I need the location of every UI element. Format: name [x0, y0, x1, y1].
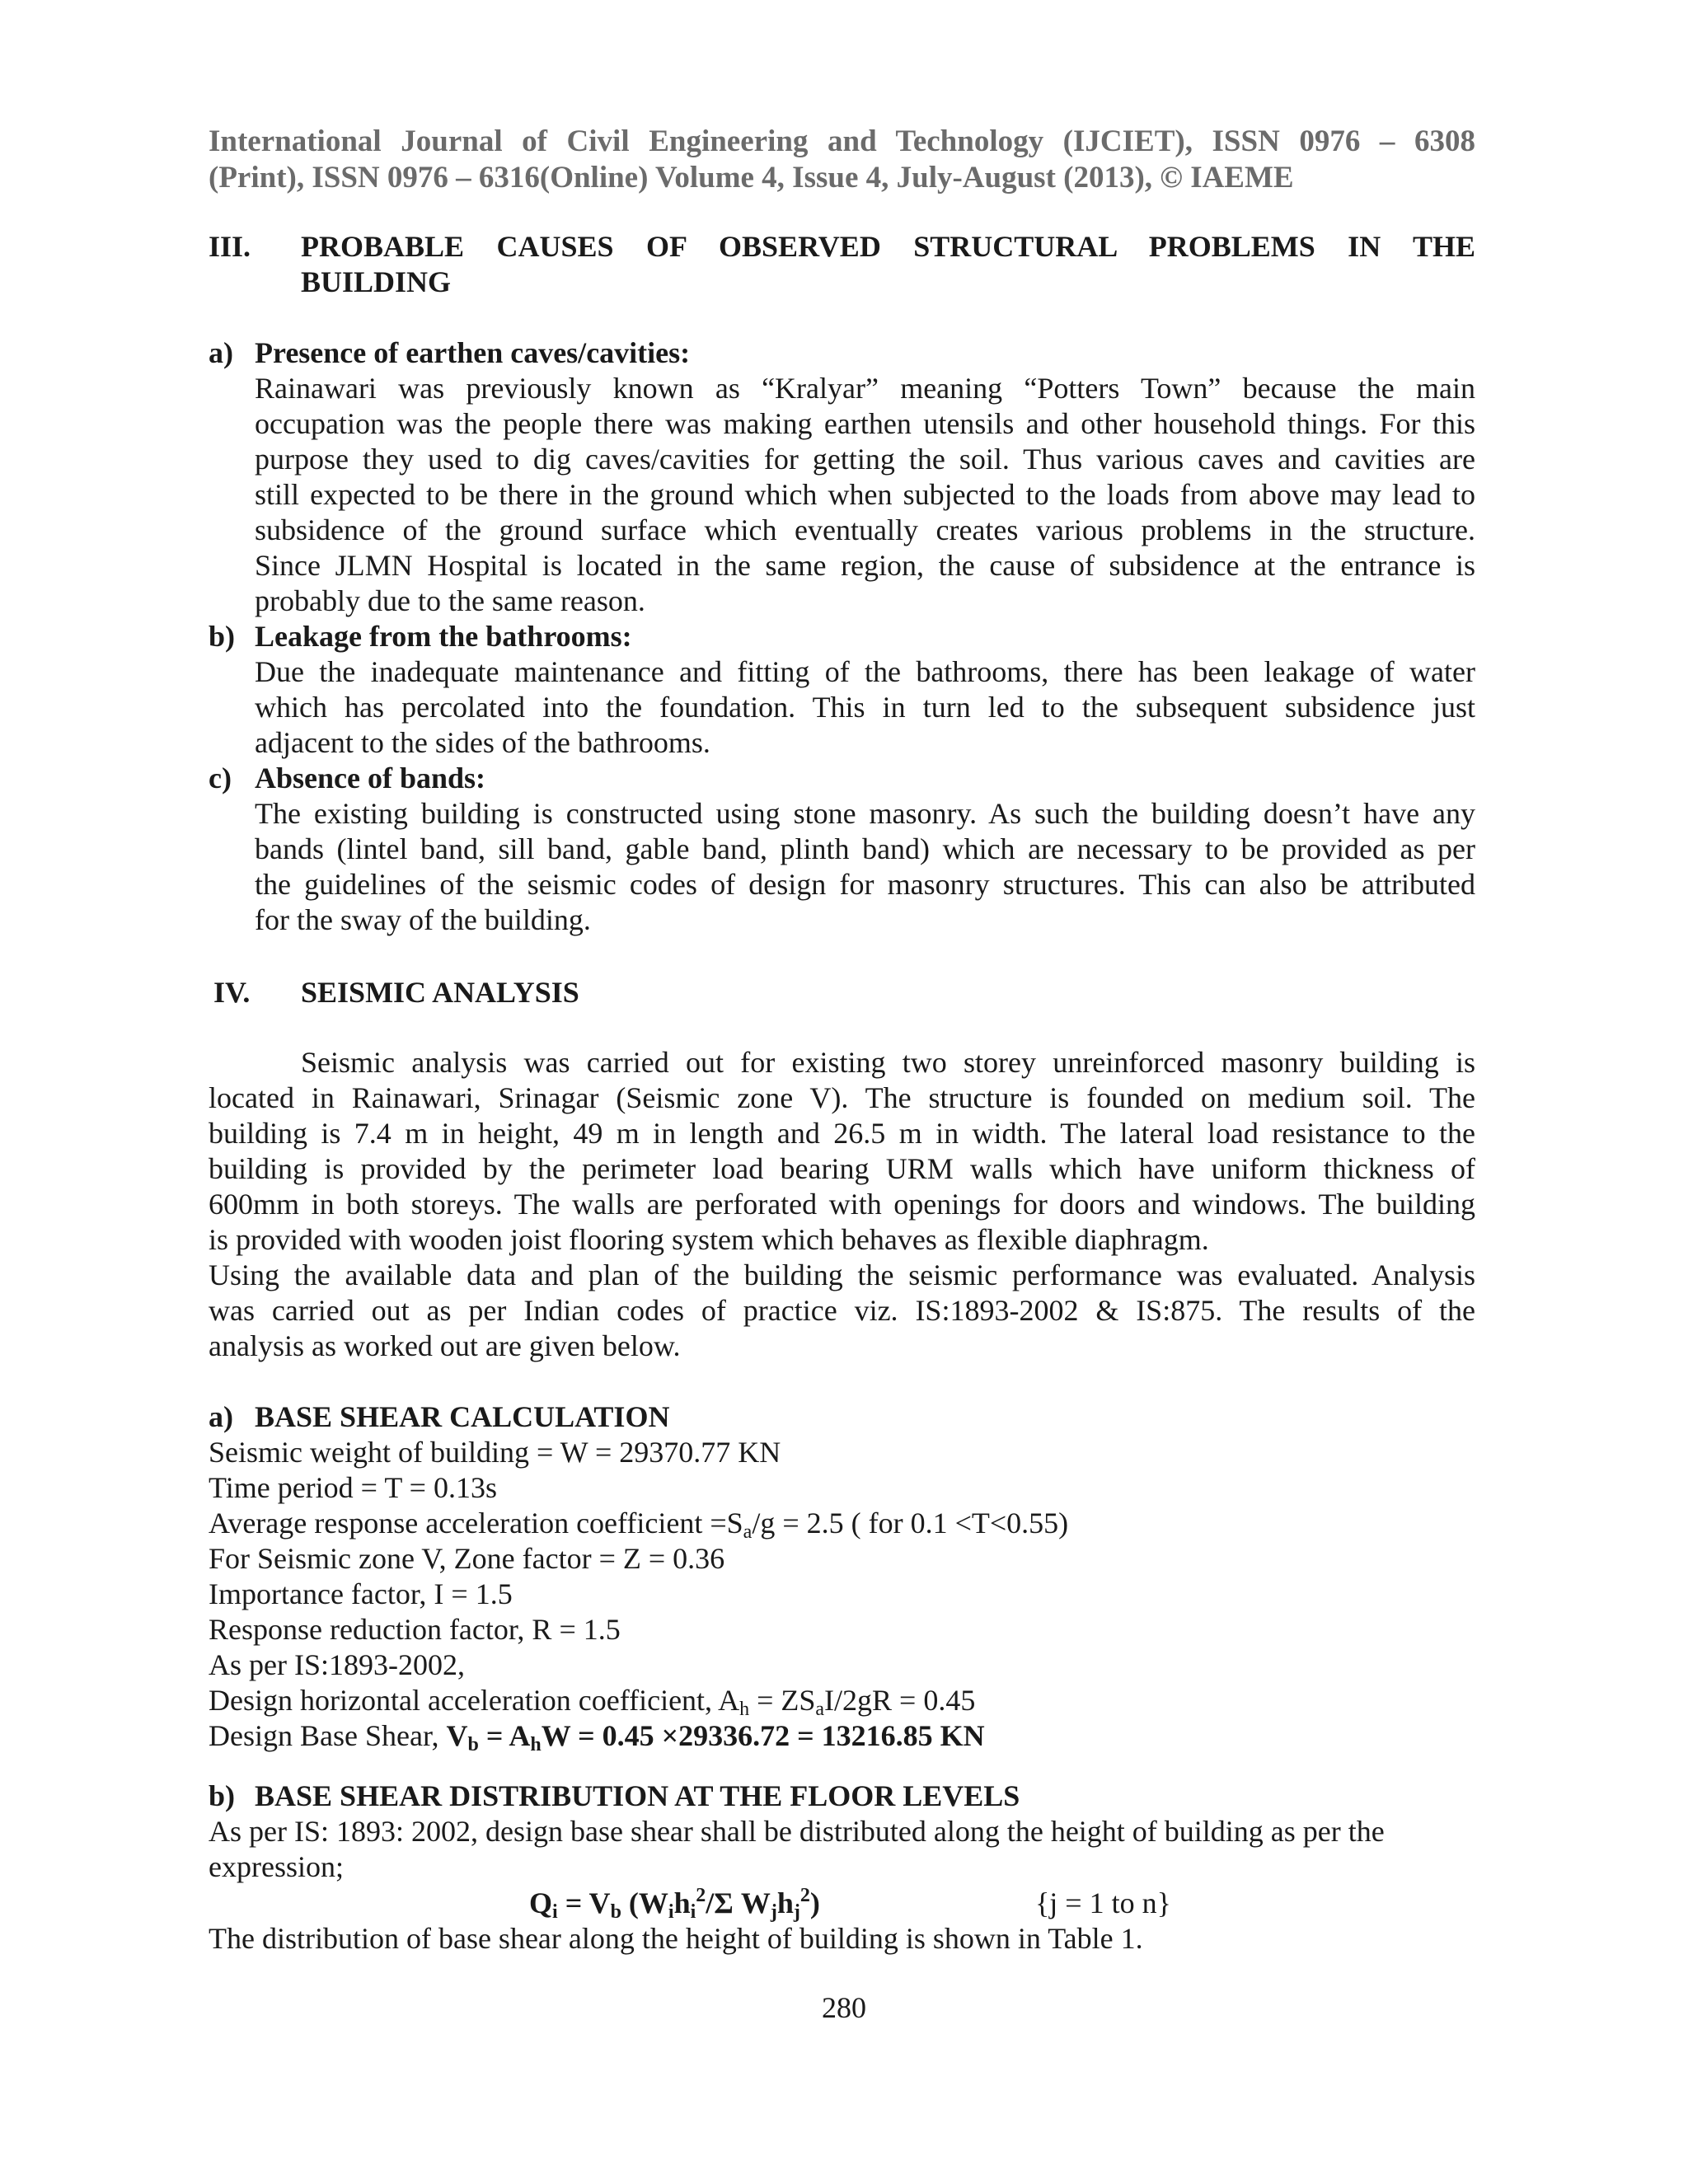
header-line-1: International Journal of Civil Engineering and Technology (IJCIET), ISSN 0976 – 6308: [209, 124, 1475, 158]
text: Design Base Shear,: [209, 1719, 447, 1752]
para-line: Seismic analysis was carried out for existing two storey unreinforced masonry building is: [301, 1046, 1475, 1079]
calc-line-period: Time period = T = 0.13s: [209, 1471, 497, 1504]
distribution-formula: [529, 1886, 820, 1921]
body-line: still expected to be there in the ground which when subjected to the loads from above may lead to: [255, 478, 1475, 511]
para-line: building is provided by the perimeter load bearing URM walls which have uniform thickness of: [209, 1152, 1475, 1185]
text: = A: [478, 1719, 531, 1752]
item-heading: Absence of bands:: [255, 762, 486, 794]
text: Average response acceleration coefficient =S: [209, 1507, 743, 1540]
para-line: analysis as worked out are given below.: [209, 1329, 681, 1362]
body-line: which has percolated into the foundation. This in turn led to the subsequent subsidence just: [255, 691, 1475, 724]
calc-line-acceleration: [209, 1506, 1475, 1541]
subscript: i: [668, 1901, 674, 1923]
running-header: [209, 124, 1475, 196]
body-line: bands (lintel band, sill band, gable band, plinth band) which are necessary to be provided as per: [255, 832, 1475, 865]
text: Q: [529, 1886, 553, 1919]
text: h: [673, 1886, 691, 1919]
para-line: is provided with wooden joist flooring system which behaves as flexible diaphragm.: [209, 1223, 1209, 1256]
subscript: j: [770, 1901, 777, 1923]
body-line: Rainawari was previously known as “Kralyar” meaning “Potters Town” because the main: [255, 372, 1475, 405]
section-4-heading: [209, 975, 1475, 1010]
item-marker: a): [209, 336, 233, 369]
page-number: 280: [822, 1991, 866, 2024]
calc-line-code: As per IS:1893-2002,: [209, 1648, 465, 1681]
item-heading: Presence of earthen caves/cavities:: [255, 336, 691, 369]
subscript: b: [467, 1734, 479, 1755]
item-body: [255, 796, 1475, 938]
calc-line-base-shear: [209, 1718, 1475, 1754]
para-line: 600mm in both storeys. The walls are perforated with openings for doors and windows. The building: [209, 1188, 1475, 1221]
base-shear-distribution: [209, 1779, 1475, 1885]
subscript: a: [743, 1521, 753, 1543]
body-line: probably due to the same reason.: [255, 584, 645, 617]
subscript: b: [610, 1901, 621, 1923]
text: = ZS: [749, 1684, 816, 1717]
subsection-marker: a): [209, 1400, 233, 1433]
section-number: III.: [209, 230, 251, 263]
text: /Σ W: [706, 1886, 771, 1919]
text: h: [776, 1886, 794, 1919]
text: /g = 2.5 ( for 0.1 <T<0.55): [752, 1507, 1069, 1540]
body-line: adjacent to the sides of the bathrooms.: [255, 726, 710, 759]
section-3-heading: [209, 229, 1475, 300]
base-shear-calculation: [209, 1399, 1475, 1754]
cause-item-c: [209, 761, 1475, 938]
body-line: Since JLMN Hospital is located in the same region, the cause of subsidence at the entrance is: [255, 549, 1475, 582]
section-title-line-1: PROBABLE CAUSES OF OBSERVED STRUCTURAL PROBLEMS IN THE: [301, 230, 1475, 263]
body-line: purpose they used to dig caves/cavities for getting the soil. Thus various caves and cavities are: [255, 443, 1475, 476]
subscript: i: [552, 1901, 558, 1923]
calc-line-reduction: Response reduction factor, R = 1.5: [209, 1613, 621, 1646]
superscript: 2: [696, 1885, 706, 1906]
subscript: i: [690, 1901, 696, 1923]
item-marker: c): [209, 762, 232, 794]
section-title-line-2: BUILDING: [301, 265, 452, 298]
calc-line-importance: Importance factor, I = 1.5: [209, 1577, 513, 1610]
item-marker: b): [209, 620, 236, 653]
text: Design horizontal acceleration coefficient, A: [209, 1684, 740, 1717]
text: I/2gR = 0.45: [824, 1684, 976, 1717]
cause-item-a: [209, 335, 1475, 619]
subscript: h: [530, 1734, 542, 1755]
para-line: was carried out as per Indian codes of practice viz. IS:1893-2002 & IS:875. The results of the: [209, 1294, 1475, 1327]
header-line-2: (Print), ISSN 0976 – 6316(Online) Volume 4, Issue 4, July-August (2013), © IAEME: [209, 161, 1294, 194]
section-number: IV.: [213, 976, 251, 1009]
body-line: occupation was the people there was making earthen utensils and other household things. For this: [255, 407, 1475, 440]
calc-line-ah: [209, 1683, 1475, 1718]
calc-line-weight: Seismic weight of building = W = 29370.77 KN: [209, 1436, 781, 1469]
body-line: for the sway of the building.: [255, 903, 591, 936]
section-title: SEISMIC ANALYSIS: [301, 976, 579, 1009]
subsection-title: BASE SHEAR CALCULATION: [255, 1400, 670, 1433]
formula-range: {j = 1 to n}: [1035, 1886, 1171, 1919]
subscript: h: [739, 1699, 750, 1720]
para-line: located in Rainawari, Srinagar (Seismic zone V). The structure is founded on medium soil. The: [209, 1081, 1475, 1114]
item-heading: Leakage from the bathrooms:: [255, 620, 632, 653]
subsection-title: BASE SHEAR DISTRIBUTION AT THE FLOOR LEVELS: [255, 1779, 1020, 1812]
body-line: the guidelines of the seismic codes of design for masonry structures. This can also be attributed: [255, 868, 1475, 901]
cause-item-b: [209, 619, 1475, 761]
para-line: Using the available data and plan of the building the seismic performance was evaluated. Analysis: [209, 1258, 1475, 1291]
distribution-line-1: As per IS: 1893: 2002, design base shear shall be distributed along the height of building as per the: [209, 1815, 1385, 1848]
text: = V: [557, 1886, 611, 1919]
para-line: building is 7.4 m in height, 49 m in length and 26.5 m in width. The lateral load resistance to the: [209, 1117, 1475, 1150]
calc-line-zone: For Seismic zone V, Zone factor = Z = 0.36: [209, 1542, 725, 1575]
seismic-analysis-paragraph-1: [209, 1045, 1475, 1364]
subsection-marker: b): [209, 1779, 236, 1812]
superscript: 2: [799, 1885, 810, 1906]
text: ): [809, 1886, 820, 1919]
item-body: [255, 371, 1475, 619]
text: (W: [621, 1886, 668, 1919]
body-line: subsidence of the ground surface which eventually creates various problems in the structure.: [255, 513, 1475, 546]
text: W = 0.45 ×29336.72 = 13216.85 KN: [541, 1719, 985, 1752]
body-line: The existing building is constructed using stone masonry. As such the building doesn’t have any: [255, 797, 1475, 830]
subsection-heading: [209, 1779, 1475, 1814]
subsection-heading: [209, 1399, 1475, 1435]
subscript: a: [815, 1699, 825, 1720]
distribution-closing: The distribution of base shear along the height of building is shown in Table 1.: [209, 1922, 1143, 1955]
distribution-line-2: expression;: [209, 1850, 344, 1883]
text: V: [446, 1719, 468, 1752]
body-line: Due the inadequate maintenance and fitting of the bathrooms, there has been leakage of water: [255, 655, 1475, 688]
item-body: [255, 654, 1475, 761]
subscript: j: [793, 1901, 800, 1923]
